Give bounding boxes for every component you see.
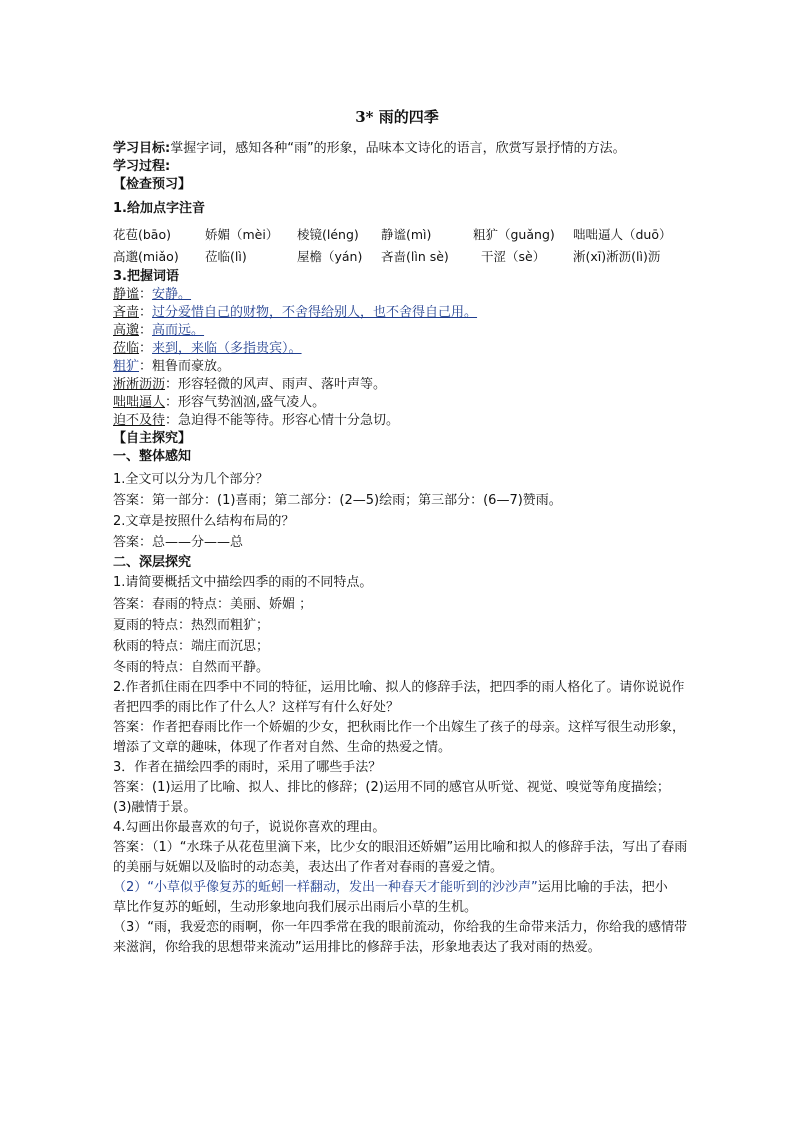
deep-answer-4-2: （2）“小草似乎像复苏的蚯蚓一样翻动，发出一种春天才能听到的沙沙声”运用比喻的手法，把小 <box>113 880 668 895</box>
deep-answer-1-line: 答案：春雨的特点：美丽、娇媚 ； <box>113 597 313 612</box>
vocab-item: 莅临：来到，来临（多指贵宾）。 <box>113 341 302 356</box>
deep-answer-1-line: 冬雨的特点：自然而平静。 <box>113 660 270 675</box>
deep-answer-1-line: 秋雨的特点：端庄而沉思； <box>113 639 270 654</box>
vocab-item: 淅淅沥沥：形容轻微的风声、雨声、落叶声等。 <box>113 377 387 392</box>
vocab-item: 高邈：高而远。 <box>113 323 205 338</box>
deep-answer-1-line: 夏雨的特点：热烈而粗犷； <box>113 618 270 633</box>
learning-goal <box>113 140 688 158</box>
section-deep: 二、深层探究 <box>113 555 192 570</box>
vocab-item: 咄咄逼人：形容气势汹汹,盛气凌人。 <box>113 395 326 410</box>
deep-answer-4-3: （3）“雨，我爱恋的雨啊，你一年四季常在我的眼前流动，你给我的生命带来活力，你给我的感情带来滋润，你给我的思想带来流动”运用排比的修辞手法，形象地表达了我对雨的热爱。 <box>113 920 688 955</box>
pinyin-item: 咄咄逼人（duō） <box>573 227 672 242</box>
pinyin-item: 吝啬(lìn sè) <box>381 249 449 264</box>
deep-answer-3: 答案：(1)运用了比喻、拟人、排比的修辞；(2)运用不同的感官从听觉、视觉、嗅觉等角度描绘；(3)融情于景。 <box>113 780 670 815</box>
pinyin-item: 高邈(miǎo) <box>113 249 179 264</box>
answer-1: 答案：第一部分：(1)喜雨；第二部分：(2—5)绘雨；第三部分：(6—7)赞雨。 <box>113 493 562 508</box>
pinyin-item: 干涩（sè） <box>481 249 546 264</box>
deep-question-2: 2.作者抓住雨在四季中不同的特征，运用比喻、拟人的修辞手法，把四季的雨人格化了。请你说说作者把四季的雨比作了什么人？这样写有什么好处？ <box>113 680 685 715</box>
process-label: 学习过程: <box>113 159 171 174</box>
preview-header: 【检查预习】 <box>113 177 192 192</box>
deep-answer-2: 答案：作者把春雨比作一个娇媚的少女，把秋雨比作一个出嫁生了孩子的母亲。这样写很生动形象，增添了文章的趣味，体现了作者对自然、生命的热爱之情。 <box>113 720 686 755</box>
pinyin-item: 屋檐（yán) <box>297 249 363 264</box>
vocab-item: 粗犷：粗鲁而豪放。 <box>113 359 231 374</box>
pinyin-row-1 <box>113 224 688 246</box>
deep-question-3: 3．作者在描绘四季的雨时，采用了哪些手法？ <box>113 760 382 775</box>
pinyin-item: 粗犷（guǎng) <box>473 227 555 242</box>
pinyin-item: 娇媚（mèi） <box>205 227 279 242</box>
question-2: 2.文章是按照什么结构布局的？ <box>113 514 295 529</box>
vocab-item: 迫不及待：急迫得不能等待。形容心情十分急切。 <box>113 413 400 428</box>
learning-goal-label: 学习目标: <box>113 141 171 156</box>
pinyin-row-2 <box>113 246 688 268</box>
pinyin-item: 莅临(lì) <box>205 249 247 264</box>
pinyin-item: 花苞(bāo) <box>113 227 171 242</box>
document-body <box>113 140 688 958</box>
pinyin-item: 淅(xī)淅沥(lì)沥 <box>573 249 661 264</box>
pinyin-item: 静谧(mì) <box>381 227 432 242</box>
deep-question-4: 4.勾画出你最喜欢的句子，说说你喜欢的理由。 <box>113 820 386 835</box>
learning-goal-text: 掌握字词，感知各种“雨”的形象，品味本文诗化的语言，欣赏写景抒情的方法。 <box>170 141 626 156</box>
section-overall: 一、整体感知 <box>113 449 192 464</box>
page-title: 3* 雨的四季 <box>355 108 439 126</box>
deep-question-1: 1.请简要概括文中描绘四季的雨的不同特点。 <box>113 575 373 590</box>
vocab-item: 吝啬：过分爱惜自己的财物，不舍得给别人，也不舍得自己用。 <box>113 305 478 320</box>
deep-answer-4-2-cont: 草比作复苏的蚯蚓，生动形象地向我们展示出雨后小草的生机。 <box>113 900 478 915</box>
answer-2: 答案：总——分——总 <box>113 535 244 550</box>
pinyin-item: 棱镜(léng) <box>297 227 359 242</box>
explore-header: 【自主探究】 <box>113 431 192 446</box>
pinyin-header: 1.给加点字注音 <box>113 201 205 216</box>
question-1: 1.全文可以分为几个部分？ <box>113 472 269 487</box>
vocab-item: 静谧：安静。 <box>113 287 192 302</box>
vocab-header: 3.把握词语 <box>113 269 179 284</box>
deep-answer-4-1: 答案：（1）“水珠子从花苞里滴下来，比少女的眼泪还娇媚”运用比喻和拟人的修辞手法，写出了春雨的美丽与妩媚以及临时的动态美，表达出了作者对春雨的喜爱之情。 <box>113 840 688 875</box>
